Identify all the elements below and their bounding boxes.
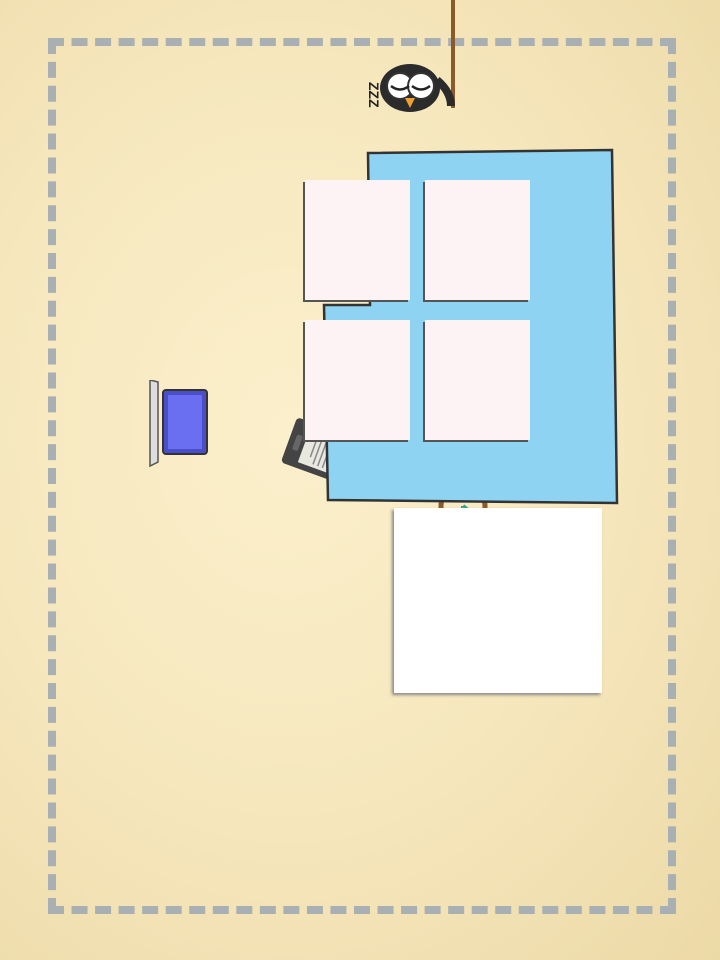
calendar-legend <box>394 508 602 693</box>
svg-text:ZZZ: ZZZ <box>366 82 382 108</box>
month-may <box>305 180 410 300</box>
month-march <box>425 180 530 300</box>
month-april <box>425 320 530 440</box>
month-june <box>305 320 410 440</box>
laptop-icon <box>144 380 210 470</box>
